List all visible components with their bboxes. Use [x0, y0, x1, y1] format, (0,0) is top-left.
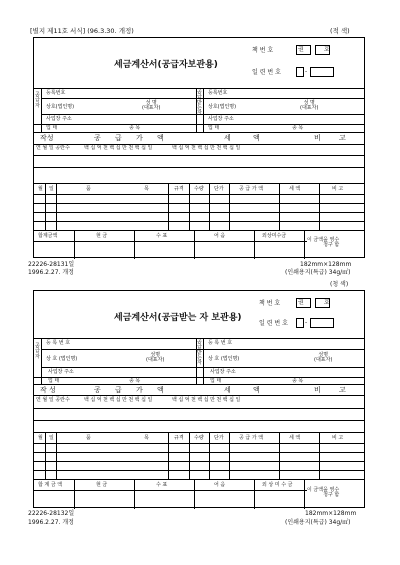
form-title: 세금계산서(공급받는 자 보관용) — [114, 313, 242, 323]
supplier-business-type-label: 업 태 — [46, 125, 58, 131]
section-tax-label: 세 액 — [224, 386, 270, 394]
supplier-name-label: 성 명 (대표자) — [142, 100, 161, 112]
section-remarks-label: 비 고 — [314, 134, 354, 142]
buyer-reg-no-label: 등록번호 — [208, 90, 228, 96]
buyer-reg-no-label: 등 록 번 호 — [208, 340, 233, 346]
supplier-business-item-label: 종 목 — [129, 125, 141, 131]
buyer-business-item-label: 종 목 — [292, 378, 304, 384]
section-supply-amount-label: 공 급 가 액 — [94, 134, 170, 142]
check-label: 수 표 — [156, 233, 168, 239]
buyer-company-label: 상호(법인명) — [208, 104, 237, 110]
section-supply-amount-label: 공 급 가 액 — [94, 386, 170, 394]
cash-label: 현 금 — [96, 233, 108, 239]
supplier-side-label: 공급자 — [35, 343, 40, 360]
item-tax-header: 세 액 — [289, 435, 301, 441]
supplier-reg-no-label: 등록번호 — [46, 90, 66, 96]
item-remarks-header: 비 고 — [332, 186, 344, 192]
tax-invoice-supplier-copy: 세금계산서(공급자보관용) 책 번 호 권 호 일 련 번 호 - 공급자 공급받는자 등록번호 등록번호 상호(법인명) 성 명 (대표자) 상호(법인명) 성 명 (대표자) 사업장 주소 사업장 주소 업 태 종 목 업 태 종 목 작성 공 급 가 액 세 액 비 고 연 월 일 공란수 백십억천백십만천백십일 백십억천백십만천백십일 월 일 품 목 규격 수량 단가 공 급 가 액 세 액 비 고 합계금액 현 금 수 표 어 음 외상미수금 이 금액을 영수 청구 함 — [33, 37, 365, 258]
buyer-address-label: 사업장 주소 — [208, 116, 234, 122]
item-product-header-2: 목 — [144, 435, 149, 441]
supplier-business-item-label: 종 목 — [129, 378, 141, 384]
supplier-business-type-label: 업 태 — [48, 378, 60, 384]
item-price-header: 단가 — [214, 435, 224, 441]
item-amount-header: 공 급 가 액 — [239, 186, 264, 192]
supplier-reg-no-label: 등 록 번 호 — [46, 340, 71, 346]
supplier-company-label: 상호(법인명) — [46, 104, 75, 110]
footer-size-2: 182mm×128mm — [305, 510, 357, 517]
tax-digit-columns: 백십억천백십만천백십일 — [172, 397, 242, 403]
color-note-blue: (청 색) — [330, 281, 349, 288]
footer-revision-2: 1996.2.27. 개정 — [28, 519, 74, 526]
section-remarks-label: 비 고 — [314, 386, 354, 394]
footer-paper-2: (인쇄용지(특급) 34g/㎡) — [285, 519, 351, 526]
form-title: 세금계산서(공급자보관용) — [114, 60, 218, 70]
footer-size-1: 182mm×128mm — [300, 261, 352, 268]
footer-revision-1: 1996.2.27. 개정 — [28, 269, 74, 276]
receipt-note: 이 금액을 영수 청구 함 — [307, 487, 340, 499]
book-number-label: 책 번 호 — [252, 47, 274, 54]
item-product-header-2: 목 — [144, 186, 149, 192]
tax-digit-columns: 백십억천백십만천백십일 — [172, 145, 242, 151]
check-label: 수 표 — [156, 482, 168, 488]
cash-label: 현 금 — [96, 482, 108, 488]
color-note-red: (적 색) — [330, 27, 350, 35]
serial-number-label: 일 련 번 호 — [252, 69, 281, 76]
footer-paper-1: (인쇄용지(특급) 34g/㎡) — [285, 269, 351, 276]
buyer-side-label: 공급받는자 — [197, 339, 202, 366]
supply-digit-columns: 백십억천백십만천백십일 — [84, 145, 154, 151]
buyer-business-item-label: 종 목 — [292, 125, 304, 131]
note-label: 어 음 — [214, 482, 226, 488]
credit-label: 외 상 미 수 금 — [262, 482, 293, 488]
total-amount-label: 합 계 금 액 — [38, 482, 63, 488]
supplier-company-label: 상 호 (법인명) — [46, 356, 78, 362]
supplier-side-label: 공급자 — [35, 92, 40, 109]
serial-number-label: 일 련 번 호 — [259, 320, 288, 327]
book-unit-number: 호 — [324, 299, 330, 306]
item-product-header: 품 — [86, 186, 91, 192]
form-number-label: [별지 제11호 서식] (96.3.30. 개정) — [30, 27, 134, 35]
total-amount-label: 합계금액 — [38, 233, 58, 239]
buyer-company-label: 상 호 (법인명) — [208, 356, 240, 362]
item-spec-header: 규격 — [174, 435, 184, 441]
item-price-header: 단가 — [214, 186, 224, 192]
book-unit-volume: 권 — [298, 299, 304, 306]
section-tax-label: 세 액 — [224, 134, 270, 142]
buyer-name-label: 성 명 (대표자) — [300, 100, 319, 112]
footer-code-2: 22226-28132일 — [28, 510, 75, 517]
item-month-header: 월 — [38, 435, 43, 441]
buyer-business-type-label: 업 태 — [208, 125, 220, 131]
book-number-label: 책 번 호 — [259, 300, 281, 307]
item-qty-header: 수량 — [194, 435, 204, 441]
date-columns: 연 월 일 공란수 — [36, 145, 70, 151]
item-day-header: 일 — [49, 186, 54, 192]
buyer-address-label: 사업장 주소 — [210, 369, 236, 375]
section-issue-label: 작 성 — [40, 386, 56, 394]
item-day-header: 일 — [49, 435, 54, 441]
book-unit-number: 호 — [324, 46, 330, 53]
item-tax-header: 세 액 — [289, 186, 301, 192]
serial-prefix-field[interactable] — [296, 318, 304, 328]
supplier-address-label: 사업장 주소 — [48, 369, 74, 375]
supply-digit-columns: 백십억천백십만천백십일 — [84, 397, 154, 403]
serial-prefix-field[interactable] — [296, 67, 304, 77]
buyer-name-label: 성명 (대표자) — [314, 352, 333, 364]
book-unit-volume: 권 — [298, 46, 304, 53]
item-spec-header: 규격 — [174, 186, 184, 192]
item-month-header: 월 — [38, 186, 43, 192]
supplier-address-label: 사업장 주소 — [46, 116, 72, 122]
tax-invoice-buyer-copy: 세금계산서(공급받는 자 보관용) 책 번 호 권 호 일 련 번 호 - 공급자 공급받는자 등 록 번 호 등 록 번 호 상 호 (법인명) 성명 (대표자) 상 호 (법인명) 성명 (대표자) 사업장 주소 사업장 주소 업 태 종 목 업 태 종 목 작 성 공 급 가 액 세 액 비 고 연 월 일 공란수 백십억천백십만천백십일 백십억천백십만천백십일 월 일 품 목 규격 수량 단가 공 급 가 액 세 액 비 고 합 계 금 액 현 금 수 표 어 음 외 상 미 수 금 이 금액을 영수 청구 함 — [33, 290, 365, 508]
section-issue-label: 작성 — [40, 134, 54, 142]
item-remarks-header: 비 고 — [332, 435, 344, 441]
note-label: 어 음 — [214, 233, 226, 239]
date-columns: 연 월 일 공란수 — [36, 397, 70, 403]
item-amount-header: 공 급 가 액 — [239, 435, 264, 441]
credit-label: 외상미수금 — [262, 233, 287, 239]
receipt-note: 이 금액을 영수 청구 함 — [307, 237, 340, 249]
serial-number-field[interactable] — [310, 318, 334, 328]
buyer-side-label: 공급받는자 — [197, 89, 202, 116]
item-product-header: 품 — [86, 435, 91, 441]
buyer-business-type-label: 업 태 — [210, 378, 222, 384]
item-qty-header: 수량 — [194, 186, 204, 192]
footer-code-1: 22226-28131일 — [28, 261, 75, 268]
supplier-name-label: 성명 (대표자) — [146, 352, 165, 364]
serial-number-field[interactable] — [310, 67, 334, 77]
